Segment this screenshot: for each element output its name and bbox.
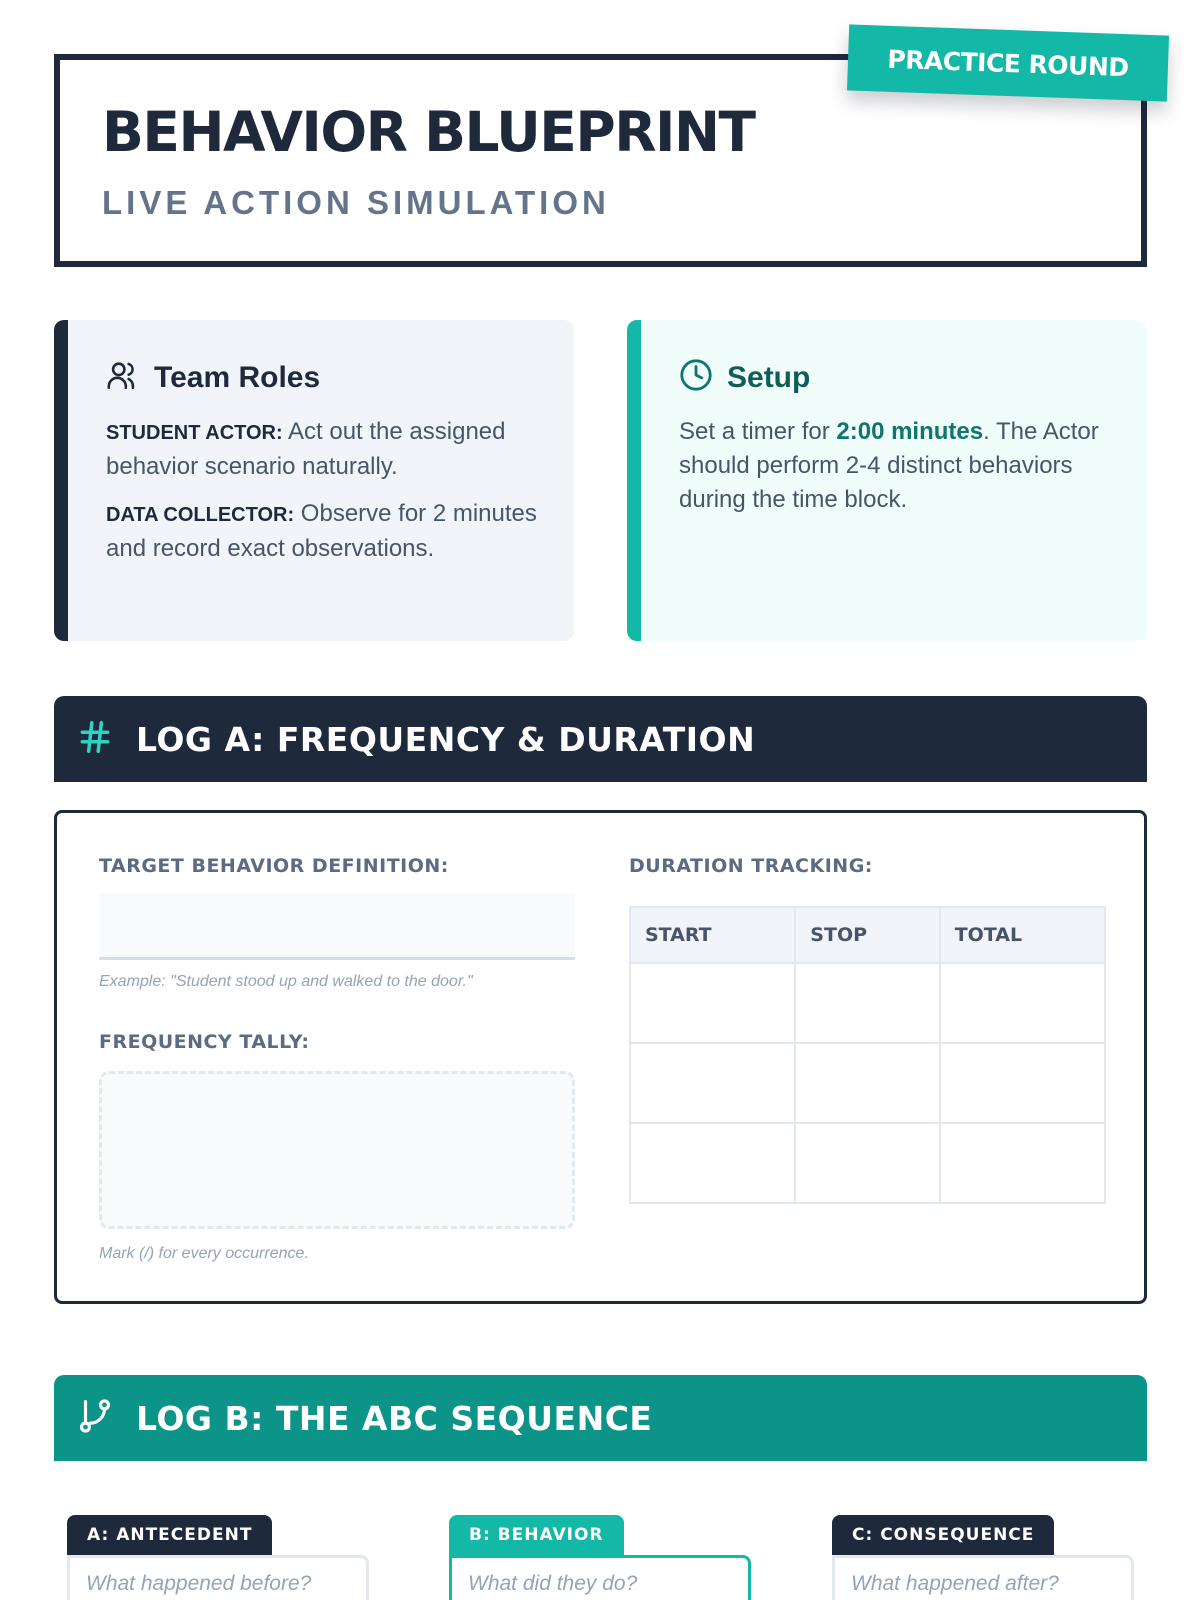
log-a-title: LOG A: FREQUENCY & DURATION (136, 719, 756, 759)
abc-consequence-column (832, 1515, 1134, 1600)
antecedent-input[interactable]: What happened before? (67, 1555, 369, 1600)
log-a-header (54, 696, 1147, 782)
log-b-title: LOG B: THE ABC SEQUENCE (136, 1398, 653, 1438)
role-description: Act out the assigned behavior scenario naturally. (106, 418, 506, 480)
behavior-tag: B: BEHAVIOR (449, 1515, 624, 1555)
role-data-collector (106, 497, 544, 566)
setup-title: Setup (727, 360, 811, 394)
branch-icon (76, 1397, 114, 1440)
stop-cell[interactable] (795, 1123, 939, 1203)
consequence-tag: C: CONSEQUENCE (832, 1515, 1054, 1555)
definition-example: Example: "Student stood up and walked to the door." (99, 973, 473, 990)
team-roles-card (54, 320, 574, 641)
antecedent-tag: A: ANTECEDENT (67, 1515, 272, 1555)
setup-text-before: Set a timer for (679, 418, 837, 445)
definition-label: TARGET BEHAVIOR DEFINITION: (99, 855, 449, 877)
timer-duration: 2:00 minutes (836, 418, 984, 445)
frequency-tally-area[interactable] (99, 1071, 575, 1229)
table-row (630, 1043, 1105, 1123)
behavior-definition-input[interactable] (99, 893, 575, 960)
practice-round-badge: PRACTICE ROUND (847, 24, 1169, 101)
total-cell[interactable] (940, 963, 1105, 1043)
log-b-header (54, 1375, 1147, 1461)
tally-label: FREQUENCY TALLY: (99, 1031, 310, 1053)
column-header-start: START (630, 907, 795, 963)
tally-hint: Mark (/) for every occurrence. (99, 1245, 309, 1262)
role-name: STUDENT ACTOR: (106, 422, 283, 444)
table-row (630, 1123, 1105, 1203)
stop-cell[interactable] (795, 1043, 939, 1123)
page-subtitle: LIVE ACTION SIMULATION (102, 184, 610, 221)
setup-card (627, 320, 1147, 641)
total-cell[interactable] (940, 1043, 1105, 1123)
setup-instructions (679, 415, 1117, 517)
clock-icon (679, 358, 713, 397)
column-header-total: TOTAL (940, 907, 1105, 963)
behavior-input[interactable]: What did they do? (449, 1555, 751, 1600)
consequence-input[interactable]: What happened after? (832, 1555, 1134, 1600)
page-title: BEHAVIOR BLUEPRINT (102, 100, 755, 164)
role-student-actor (106, 415, 544, 484)
start-cell[interactable] (630, 1043, 795, 1123)
setup-text-after: . The Actor should perform 2-4 distinct behaviors during the time block. (679, 418, 1099, 513)
log-a-panel (54, 810, 1147, 1304)
duration-table (629, 906, 1106, 1204)
stop-cell[interactable] (795, 963, 939, 1043)
role-description: Observe for 2 minutes and record exact observations. (106, 500, 537, 562)
start-cell[interactable] (630, 963, 795, 1043)
duration-label: DURATION TRACKING: (629, 855, 873, 877)
role-name: DATA COLLECTOR: (106, 504, 295, 526)
column-header-stop: STOP (795, 907, 939, 963)
total-cell[interactable] (940, 1123, 1105, 1203)
table-row (630, 963, 1105, 1043)
team-roles-title: Team Roles (154, 360, 321, 394)
hash-icon (76, 718, 114, 761)
abc-behavior-column (449, 1515, 751, 1600)
start-cell[interactable] (630, 1123, 795, 1203)
users-icon (106, 358, 140, 397)
abc-antecedent-column (67, 1515, 369, 1600)
